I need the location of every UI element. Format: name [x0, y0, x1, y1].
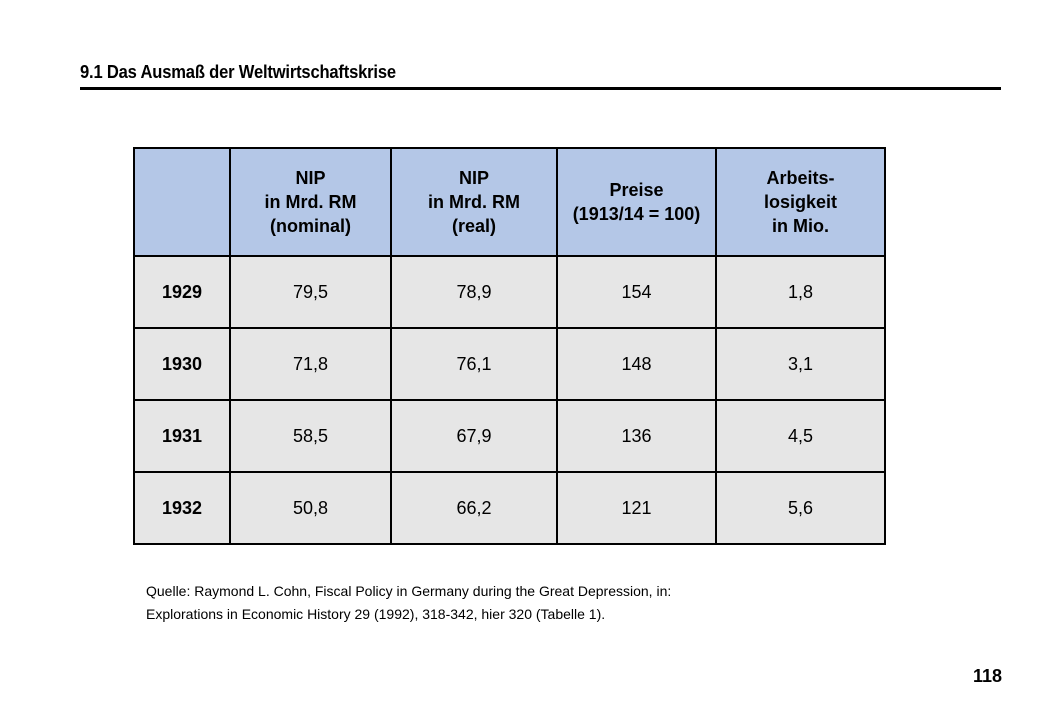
unemployment-cell: 4,5: [716, 400, 885, 472]
prices-cell: 121: [557, 472, 716, 544]
header-line: in Mrd. RM: [264, 192, 357, 212]
nominal-cell: 58,5: [230, 400, 391, 472]
header-line: losigkeit: [763, 192, 838, 212]
real-cell: 66,2: [391, 472, 557, 544]
source-line: Quelle: Raymond L. Cohn, Fiscal Policy in Germany during the Great Depression, in:: [146, 583, 672, 599]
source-note: [146, 580, 671, 626]
header-nip-real: [391, 148, 557, 256]
unemployment-cell: 5,6: [716, 472, 885, 544]
header-line: NIP: [295, 168, 326, 188]
heading-underline: [80, 87, 1001, 90]
table-row: [134, 328, 885, 400]
prices-cell: 136: [557, 400, 716, 472]
year-cell: 1931: [134, 400, 230, 472]
nominal-cell: 50,8: [230, 472, 391, 544]
header-line: in Mio.: [772, 216, 829, 236]
year-cell: 1930: [134, 328, 230, 400]
table-row: [134, 256, 885, 328]
year-cell: 1929: [134, 256, 230, 328]
header-line: Arbeits-: [766, 168, 835, 188]
crisis-data-table: [133, 147, 886, 545]
real-cell: 67,9: [391, 400, 557, 472]
real-cell: 78,9: [391, 256, 557, 328]
header-prices: [557, 148, 716, 256]
unemployment-cell: 3,1: [716, 328, 885, 400]
header-corner-cell: [134, 148, 230, 256]
header-unemployment: [716, 148, 885, 256]
prices-cell: 154: [557, 256, 716, 328]
page-number: 118: [972, 666, 1002, 686]
prices-cell: 148: [557, 328, 716, 400]
source-line: Explorations in Economic History 29 (1992), 318-342, hier 320 (Tabelle 1).: [146, 606, 606, 622]
table-row: [134, 400, 885, 472]
header-line: Preise: [609, 180, 664, 200]
header-line: (nominal): [270, 216, 351, 236]
real-cell: 76,1: [391, 328, 557, 400]
table-row: [134, 472, 885, 544]
header-line: in Mrd. RM: [428, 192, 520, 212]
header-line: (1913/14 = 100): [572, 204, 701, 224]
nominal-cell: 71,8: [230, 328, 391, 400]
header-line: NIP: [458, 168, 489, 188]
table-header-row: [134, 148, 885, 256]
header-nip-nominal: [230, 148, 391, 256]
unemployment-cell: 1,8: [716, 256, 885, 328]
section-heading: 9.1 Das Ausmaß der Weltwirtschaftskrise: [80, 62, 396, 82]
year-cell: 1932: [134, 472, 230, 544]
nominal-cell: 79,5: [230, 256, 391, 328]
header-line: (real): [451, 216, 496, 236]
